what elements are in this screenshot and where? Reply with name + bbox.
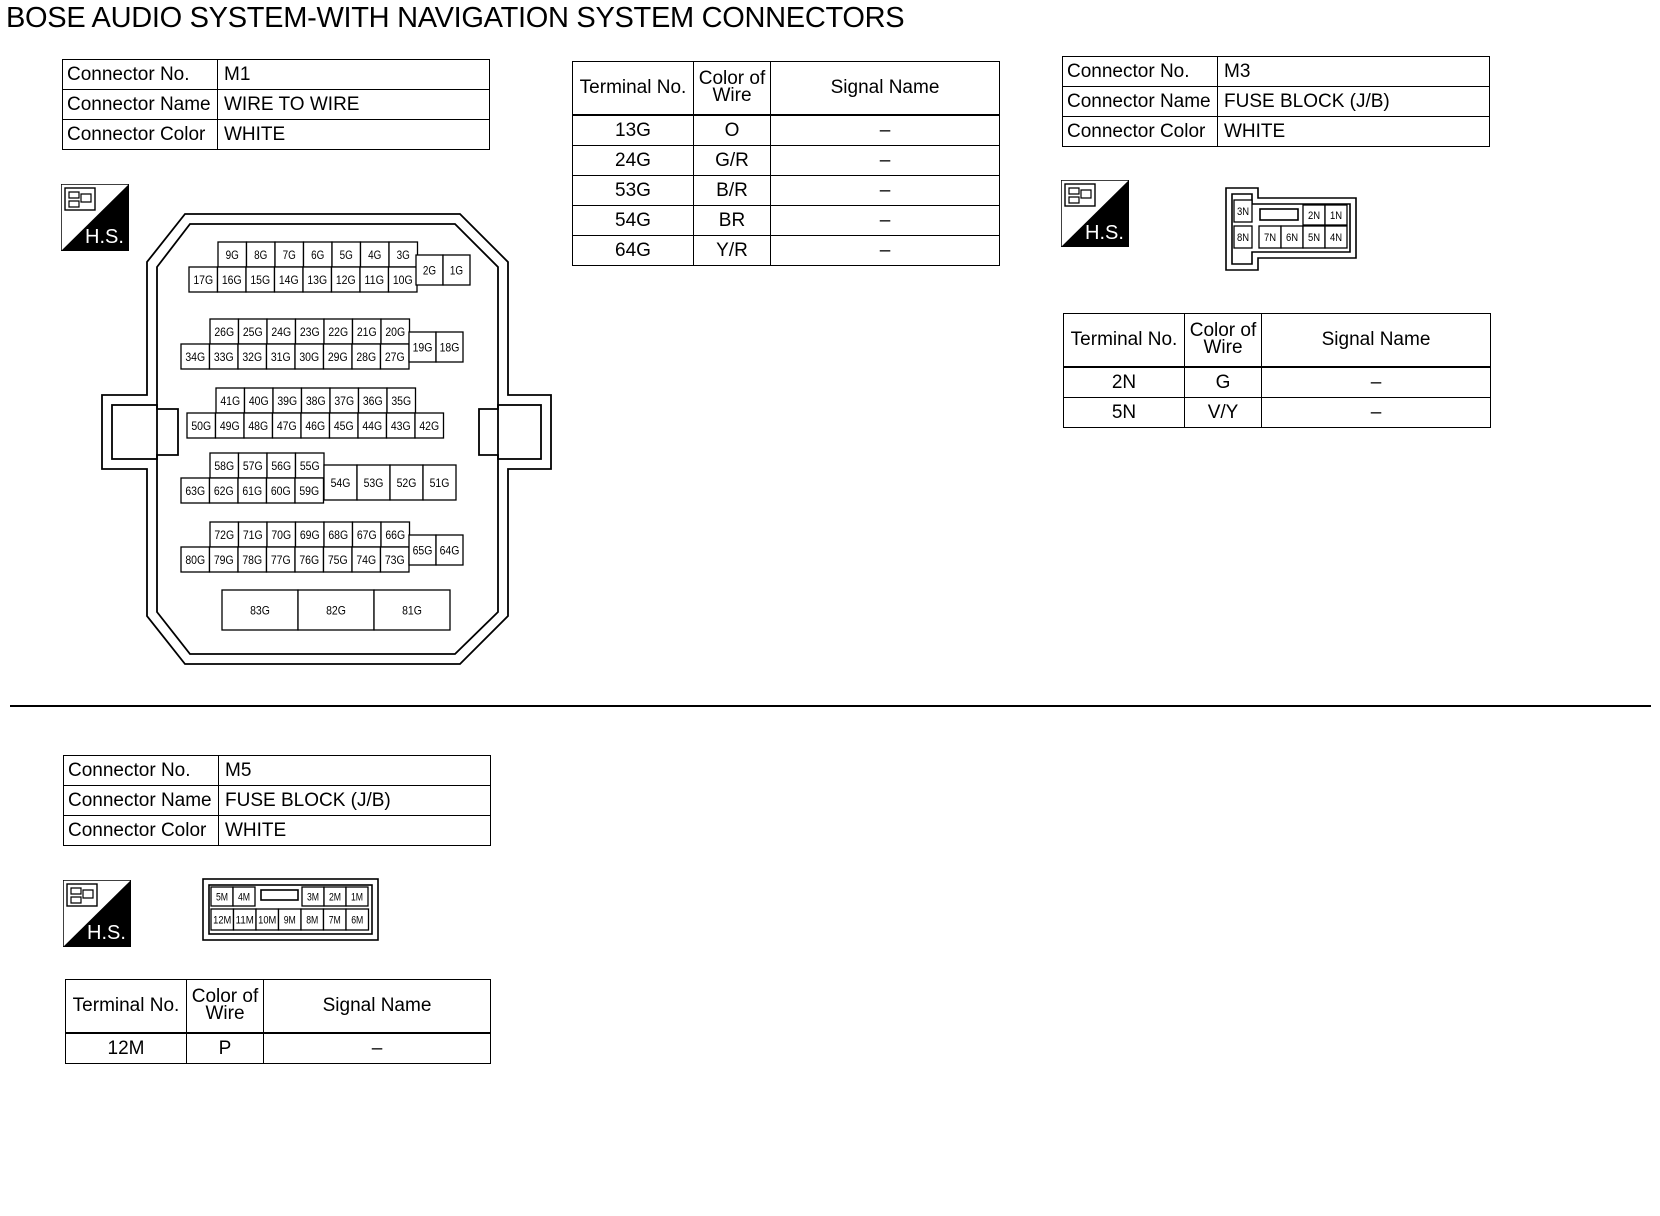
pin-76G	[295, 547, 324, 572]
svg-text:68G: 68G	[328, 527, 349, 542]
color-of-wire-header: Color of Wire	[1185, 314, 1262, 368]
pin-36G	[359, 388, 388, 413]
svg-text:42G: 42G	[419, 418, 440, 433]
pin-4G	[361, 242, 390, 267]
svg-text:1N: 1N	[1329, 209, 1343, 222]
pin-49G	[216, 413, 245, 438]
table-row	[66, 1033, 491, 1064]
m1-terminal-table	[572, 61, 1000, 266]
pin-62G	[210, 478, 239, 503]
m5-connector-diagram	[202, 878, 380, 942]
pin-57G	[239, 453, 268, 478]
pin-15G	[246, 267, 275, 292]
pin-55G	[296, 453, 325, 478]
pin-83G	[222, 590, 298, 630]
svg-text:51G: 51G	[429, 475, 450, 490]
table-row	[573, 146, 1000, 176]
svg-text:77G: 77G	[270, 552, 291, 567]
pin-21G	[353, 319, 382, 344]
pin-9M	[279, 909, 302, 930]
pin-30G	[295, 344, 324, 369]
pin-51G	[423, 465, 456, 500]
pin-31G	[267, 344, 296, 369]
pin-35G	[387, 388, 416, 413]
svg-text:31G: 31G	[270, 349, 291, 364]
pin-1M	[346, 887, 368, 906]
table-row	[64, 786, 491, 816]
svg-text:78G: 78G	[242, 552, 263, 567]
m1-connector-color: WHITE	[218, 120, 490, 150]
pin-11G	[360, 267, 389, 292]
wire-color-cell: V/Y	[1185, 398, 1262, 428]
m3-connector-name: FUSE BLOCK (J/B)	[1218, 87, 1490, 117]
hs-label: H.S.	[87, 922, 126, 944]
svg-text:4G: 4G	[368, 247, 382, 262]
svg-text:43G: 43G	[390, 418, 411, 433]
svg-text:24G: 24G	[271, 324, 292, 339]
terminal-no-header: Terminal No.	[573, 62, 694, 116]
pin-5G	[332, 242, 361, 267]
svg-text:5N: 5N	[1307, 231, 1321, 244]
pin-42G	[415, 413, 444, 438]
pin-34G	[181, 344, 210, 369]
connector-color-label: Connector Color	[63, 120, 218, 150]
svg-text:2N: 2N	[1307, 209, 1321, 222]
pin-78G	[238, 547, 267, 572]
pin-2N	[1303, 205, 1325, 225]
m5-connector-color: WHITE	[219, 816, 491, 846]
svg-text:74G: 74G	[356, 552, 377, 567]
pin-19G	[409, 332, 436, 362]
pin-59G	[295, 478, 324, 503]
pin-6G	[304, 242, 333, 267]
table-row	[1064, 398, 1491, 428]
pin-23G	[296, 319, 325, 344]
pin-17G	[189, 267, 218, 292]
pin-64G	[436, 535, 463, 565]
svg-text:44G: 44G	[362, 418, 383, 433]
wire-color-cell: O	[694, 115, 771, 146]
m3-connector-color: WHITE	[1218, 117, 1490, 147]
harness-side-icon	[1061, 180, 1129, 247]
m3-info-table	[1062, 56, 1490, 147]
pin-65G	[409, 535, 436, 565]
svg-text:66G: 66G	[385, 527, 406, 542]
table-row	[1064, 367, 1491, 398]
m1-connector-diagram	[100, 212, 555, 667]
svg-text:9G: 9G	[225, 247, 239, 262]
svg-text:80G: 80G	[185, 552, 206, 567]
svg-text:47G: 47G	[276, 418, 297, 433]
svg-text:6G: 6G	[311, 247, 325, 262]
pin-66G	[381, 522, 410, 547]
svg-text:7G: 7G	[282, 247, 296, 262]
pin-2M	[324, 887, 346, 906]
svg-text:41G: 41G	[220, 393, 241, 408]
svg-text:69G: 69G	[299, 527, 320, 542]
table-row	[1063, 117, 1490, 147]
pin-38G	[302, 388, 331, 413]
pin-71G	[239, 522, 268, 547]
svg-text:63G: 63G	[185, 483, 206, 498]
pin-8M	[301, 909, 324, 930]
pin-27G	[381, 344, 410, 369]
table-row	[573, 176, 1000, 206]
pin-53G	[357, 465, 390, 500]
pin-4M	[233, 887, 255, 906]
svg-text:36G: 36G	[362, 393, 383, 408]
terminal-cell: 5N	[1064, 398, 1185, 428]
pin-6N	[1281, 226, 1303, 248]
svg-text:3M: 3M	[306, 891, 320, 904]
m1-connector-no: M1	[218, 60, 490, 90]
svg-text:7N: 7N	[1263, 231, 1277, 244]
table-row	[573, 115, 1000, 146]
svg-text:8M: 8M	[306, 914, 319, 927]
svg-text:10G: 10G	[392, 272, 413, 287]
svg-text:27G: 27G	[384, 349, 405, 364]
pin-63G	[181, 478, 210, 503]
svg-text:12M: 12M	[213, 914, 232, 927]
pin-4N	[1325, 226, 1347, 248]
m5-terminal-table	[65, 979, 491, 1064]
svg-text:62G: 62G	[213, 483, 234, 498]
table-row	[1063, 57, 1490, 87]
wire-color-cell: G	[1185, 367, 1262, 398]
table-row	[1063, 87, 1490, 117]
svg-text:39G: 39G	[277, 393, 298, 408]
pin-3N	[1234, 200, 1252, 222]
terminal-cell: 13G	[573, 115, 694, 146]
pin-80G	[181, 547, 210, 572]
svg-text:1G: 1G	[449, 263, 464, 278]
svg-text:45G: 45G	[333, 418, 354, 433]
pin-37G	[330, 388, 359, 413]
svg-text:79G: 79G	[213, 552, 234, 567]
wire-color-cell: Y/R	[694, 236, 771, 266]
pin-45G	[330, 413, 359, 438]
pin-69G	[296, 522, 325, 547]
pin-24G	[267, 319, 296, 344]
table-header-row	[573, 62, 1000, 116]
svg-text:19G: 19G	[412, 340, 433, 355]
pin-46G	[301, 413, 330, 438]
table-row	[573, 236, 1000, 266]
pin-8G	[247, 242, 276, 267]
pin-79G	[210, 547, 239, 572]
pin-70G	[267, 522, 296, 547]
m1-connector-name: WIRE TO WIRE	[218, 90, 490, 120]
svg-text:46G: 46G	[305, 418, 326, 433]
svg-text:54G: 54G	[330, 475, 351, 490]
wire-color-cell: P	[187, 1033, 264, 1064]
pin-1G	[443, 255, 470, 285]
svg-text:28G: 28G	[356, 349, 377, 364]
pin-20G	[381, 319, 410, 344]
terminal-cell: 64G	[573, 236, 694, 266]
svg-text:72G: 72G	[214, 527, 235, 542]
terminal-no-header: Terminal No.	[1064, 314, 1185, 368]
connector-name-label: Connector Name	[63, 90, 218, 120]
svg-text:53G: 53G	[363, 475, 384, 490]
m1-pin-grid	[181, 242, 470, 630]
svg-text:65G: 65G	[412, 543, 433, 558]
svg-text:6M: 6M	[351, 914, 364, 927]
signal-name-header: Signal Name	[771, 62, 1000, 116]
m5-connector-no: M5	[219, 756, 491, 786]
table-row	[63, 120, 490, 150]
pin-68G	[324, 522, 353, 547]
table-row	[63, 90, 490, 120]
m5-info-table	[63, 755, 491, 846]
svg-text:48G: 48G	[248, 418, 269, 433]
pin-82G	[298, 590, 374, 630]
svg-text:6N: 6N	[1285, 231, 1299, 244]
pin-7M	[324, 909, 347, 930]
svg-text:70G: 70G	[271, 527, 292, 542]
svg-text:3G: 3G	[396, 247, 410, 262]
hs-label: H.S.	[85, 226, 124, 248]
m3-connector-diagram	[1224, 186, 1358, 272]
pin-26G	[210, 319, 239, 344]
svg-text:20G: 20G	[385, 324, 406, 339]
pin-47G	[273, 413, 302, 438]
pin-3M	[302, 887, 324, 906]
svg-text:83G: 83G	[250, 603, 270, 618]
pin-8N	[1234, 226, 1252, 248]
svg-text:37G: 37G	[334, 393, 355, 408]
table-row	[63, 60, 490, 90]
svg-text:18G: 18G	[439, 340, 460, 355]
table-header-row	[66, 980, 491, 1034]
pin-72G	[210, 522, 239, 547]
pin-81G	[374, 590, 450, 630]
pin-6M	[346, 909, 369, 930]
connector-no-label: Connector No.	[63, 60, 218, 90]
pin-18G	[436, 332, 463, 362]
svg-text:59G: 59G	[299, 483, 320, 498]
pin-2G	[416, 255, 443, 285]
pin-41G	[216, 388, 245, 413]
m3-connector-no: M3	[1218, 57, 1490, 87]
terminal-cell: 54G	[573, 206, 694, 236]
pin-25G	[239, 319, 268, 344]
signal-cell: –	[771, 206, 1000, 236]
pin-58G	[210, 453, 239, 478]
svg-text:26G: 26G	[214, 324, 235, 339]
signal-cell: –	[264, 1033, 491, 1064]
svg-text:13G: 13G	[307, 272, 328, 287]
signal-cell: –	[1262, 398, 1491, 428]
svg-text:35G: 35G	[391, 393, 412, 408]
pin-10G	[389, 267, 418, 292]
hs-label: H.S.	[1085, 222, 1124, 244]
svg-text:17G: 17G	[193, 272, 214, 287]
table-row	[64, 816, 491, 846]
color-of-wire-header: Color of Wire	[187, 980, 264, 1034]
table-header-row	[1064, 314, 1491, 368]
svg-text:50G: 50G	[191, 418, 212, 433]
wire-color-cell: G/R	[694, 146, 771, 176]
wire-color-cell: B/R	[694, 176, 771, 206]
pin-10M	[256, 909, 279, 930]
svg-text:49G: 49G	[219, 418, 240, 433]
terminal-cell: 2N	[1064, 367, 1185, 398]
pin-12M	[211, 909, 234, 930]
terminal-cell: 12M	[66, 1033, 187, 1064]
svg-text:12G: 12G	[335, 272, 356, 287]
svg-text:10M: 10M	[258, 914, 277, 927]
svg-text:3N: 3N	[1236, 205, 1250, 218]
wire-color-cell: BR	[694, 206, 771, 236]
pin-73G	[381, 547, 410, 572]
pin-3G	[389, 242, 418, 267]
table-row	[64, 756, 491, 786]
pin-54G	[324, 465, 357, 500]
terminal-cell: 53G	[573, 176, 694, 206]
signal-name-header: Signal Name	[1262, 314, 1491, 368]
signal-name-header: Signal Name	[264, 980, 491, 1034]
svg-text:11M: 11M	[235, 914, 254, 927]
m5-connector-name: FUSE BLOCK (J/B)	[219, 786, 491, 816]
pin-56G	[267, 453, 296, 478]
connector-color-label: Connector Color	[1063, 117, 1218, 147]
pin-7N	[1259, 226, 1281, 248]
connector-name-label: Connector Name	[1063, 87, 1218, 117]
pin-44G	[358, 413, 387, 438]
pin-1N	[1325, 205, 1347, 225]
pin-77G	[267, 547, 296, 572]
svg-text:16G: 16G	[221, 272, 242, 287]
pin-33G	[210, 344, 239, 369]
svg-text:73G: 73G	[384, 552, 405, 567]
pin-40G	[245, 388, 274, 413]
pin-12G	[332, 267, 361, 292]
terminal-cell: 24G	[573, 146, 694, 176]
svg-text:11G: 11G	[364, 272, 385, 287]
svg-text:1M: 1M	[350, 891, 364, 904]
pin-52G	[390, 465, 423, 500]
svg-text:81G: 81G	[402, 603, 422, 618]
pin-28G	[352, 344, 381, 369]
pin-32G	[238, 344, 267, 369]
svg-text:60G: 60G	[270, 483, 291, 498]
pin-74G	[352, 547, 381, 572]
svg-text:56G: 56G	[271, 458, 292, 473]
connector-color-label: Connector Color	[64, 816, 219, 846]
pin-5N	[1303, 226, 1325, 248]
svg-text:4N: 4N	[1329, 231, 1343, 244]
pin-22G	[324, 319, 353, 344]
pin-9G	[218, 242, 247, 267]
pin-61G	[238, 478, 267, 503]
svg-text:76G: 76G	[299, 552, 320, 567]
svg-text:7M: 7M	[328, 914, 341, 927]
svg-text:5M: 5M	[215, 891, 229, 904]
svg-text:67G: 67G	[356, 527, 377, 542]
svg-text:58G: 58G	[214, 458, 235, 473]
pin-50G	[187, 413, 216, 438]
svg-text:15G: 15G	[250, 272, 271, 287]
pin-43G	[387, 413, 416, 438]
pin-39G	[273, 388, 302, 413]
signal-cell: –	[771, 115, 1000, 146]
section-divider	[10, 705, 1651, 707]
pin-67G	[353, 522, 382, 547]
signal-cell: –	[771, 146, 1000, 176]
svg-text:2M: 2M	[328, 891, 342, 904]
svg-text:9M: 9M	[283, 914, 296, 927]
svg-text:40G: 40G	[248, 393, 269, 408]
m1-info-table	[62, 59, 490, 150]
m3-terminal-table	[1063, 313, 1491, 428]
signal-cell: –	[771, 176, 1000, 206]
svg-text:8N: 8N	[1236, 231, 1250, 244]
pin-14G	[275, 267, 304, 292]
svg-text:82G: 82G	[326, 603, 346, 618]
svg-text:61G: 61G	[242, 483, 263, 498]
svg-text:30G: 30G	[299, 349, 320, 364]
pin-7G	[275, 242, 304, 267]
pin-60G	[267, 478, 296, 503]
svg-text:34G: 34G	[185, 349, 206, 364]
pin-48G	[244, 413, 273, 438]
svg-text:8G: 8G	[254, 247, 268, 262]
svg-text:33G: 33G	[213, 349, 234, 364]
svg-text:57G: 57G	[242, 458, 263, 473]
svg-text:32G: 32G	[242, 349, 263, 364]
svg-text:23G: 23G	[299, 324, 320, 339]
svg-text:25G: 25G	[242, 324, 263, 339]
terminal-no-header: Terminal No.	[66, 980, 187, 1034]
harness-side-icon	[63, 880, 131, 947]
svg-text:38G: 38G	[305, 393, 326, 408]
svg-text:21G: 21G	[356, 324, 377, 339]
connector-no-label: Connector No.	[1063, 57, 1218, 87]
pin-13G	[303, 267, 332, 292]
svg-text:55G: 55G	[299, 458, 320, 473]
svg-text:14G: 14G	[278, 272, 299, 287]
page-title: BOSE AUDIO SYSTEM-WITH NAVIGATION SYSTEM CONNECTORS	[6, 2, 905, 34]
connector-no-label: Connector No.	[64, 756, 219, 786]
svg-text:4M: 4M	[237, 891, 251, 904]
pin-11M	[234, 909, 257, 930]
m3-pin-grid	[1234, 200, 1347, 248]
svg-text:75G: 75G	[327, 552, 348, 567]
pin-16G	[218, 267, 247, 292]
svg-text:29G: 29G	[327, 349, 348, 364]
svg-text:5G: 5G	[339, 247, 353, 262]
pin-75G	[324, 547, 353, 572]
color-of-wire-header: Color of Wire	[694, 62, 771, 116]
svg-text:52G: 52G	[396, 475, 417, 490]
signal-cell: –	[1262, 367, 1491, 398]
svg-text:22G: 22G	[328, 324, 349, 339]
table-row	[573, 206, 1000, 236]
svg-text:2G: 2G	[422, 263, 437, 278]
signal-cell: –	[771, 236, 1000, 266]
svg-text:71G: 71G	[242, 527, 263, 542]
svg-text:64G: 64G	[439, 543, 460, 558]
pin-5M	[211, 887, 233, 906]
pin-29G	[324, 344, 353, 369]
connector-name-label: Connector Name	[64, 786, 219, 816]
m5-pin-grid	[211, 887, 369, 930]
